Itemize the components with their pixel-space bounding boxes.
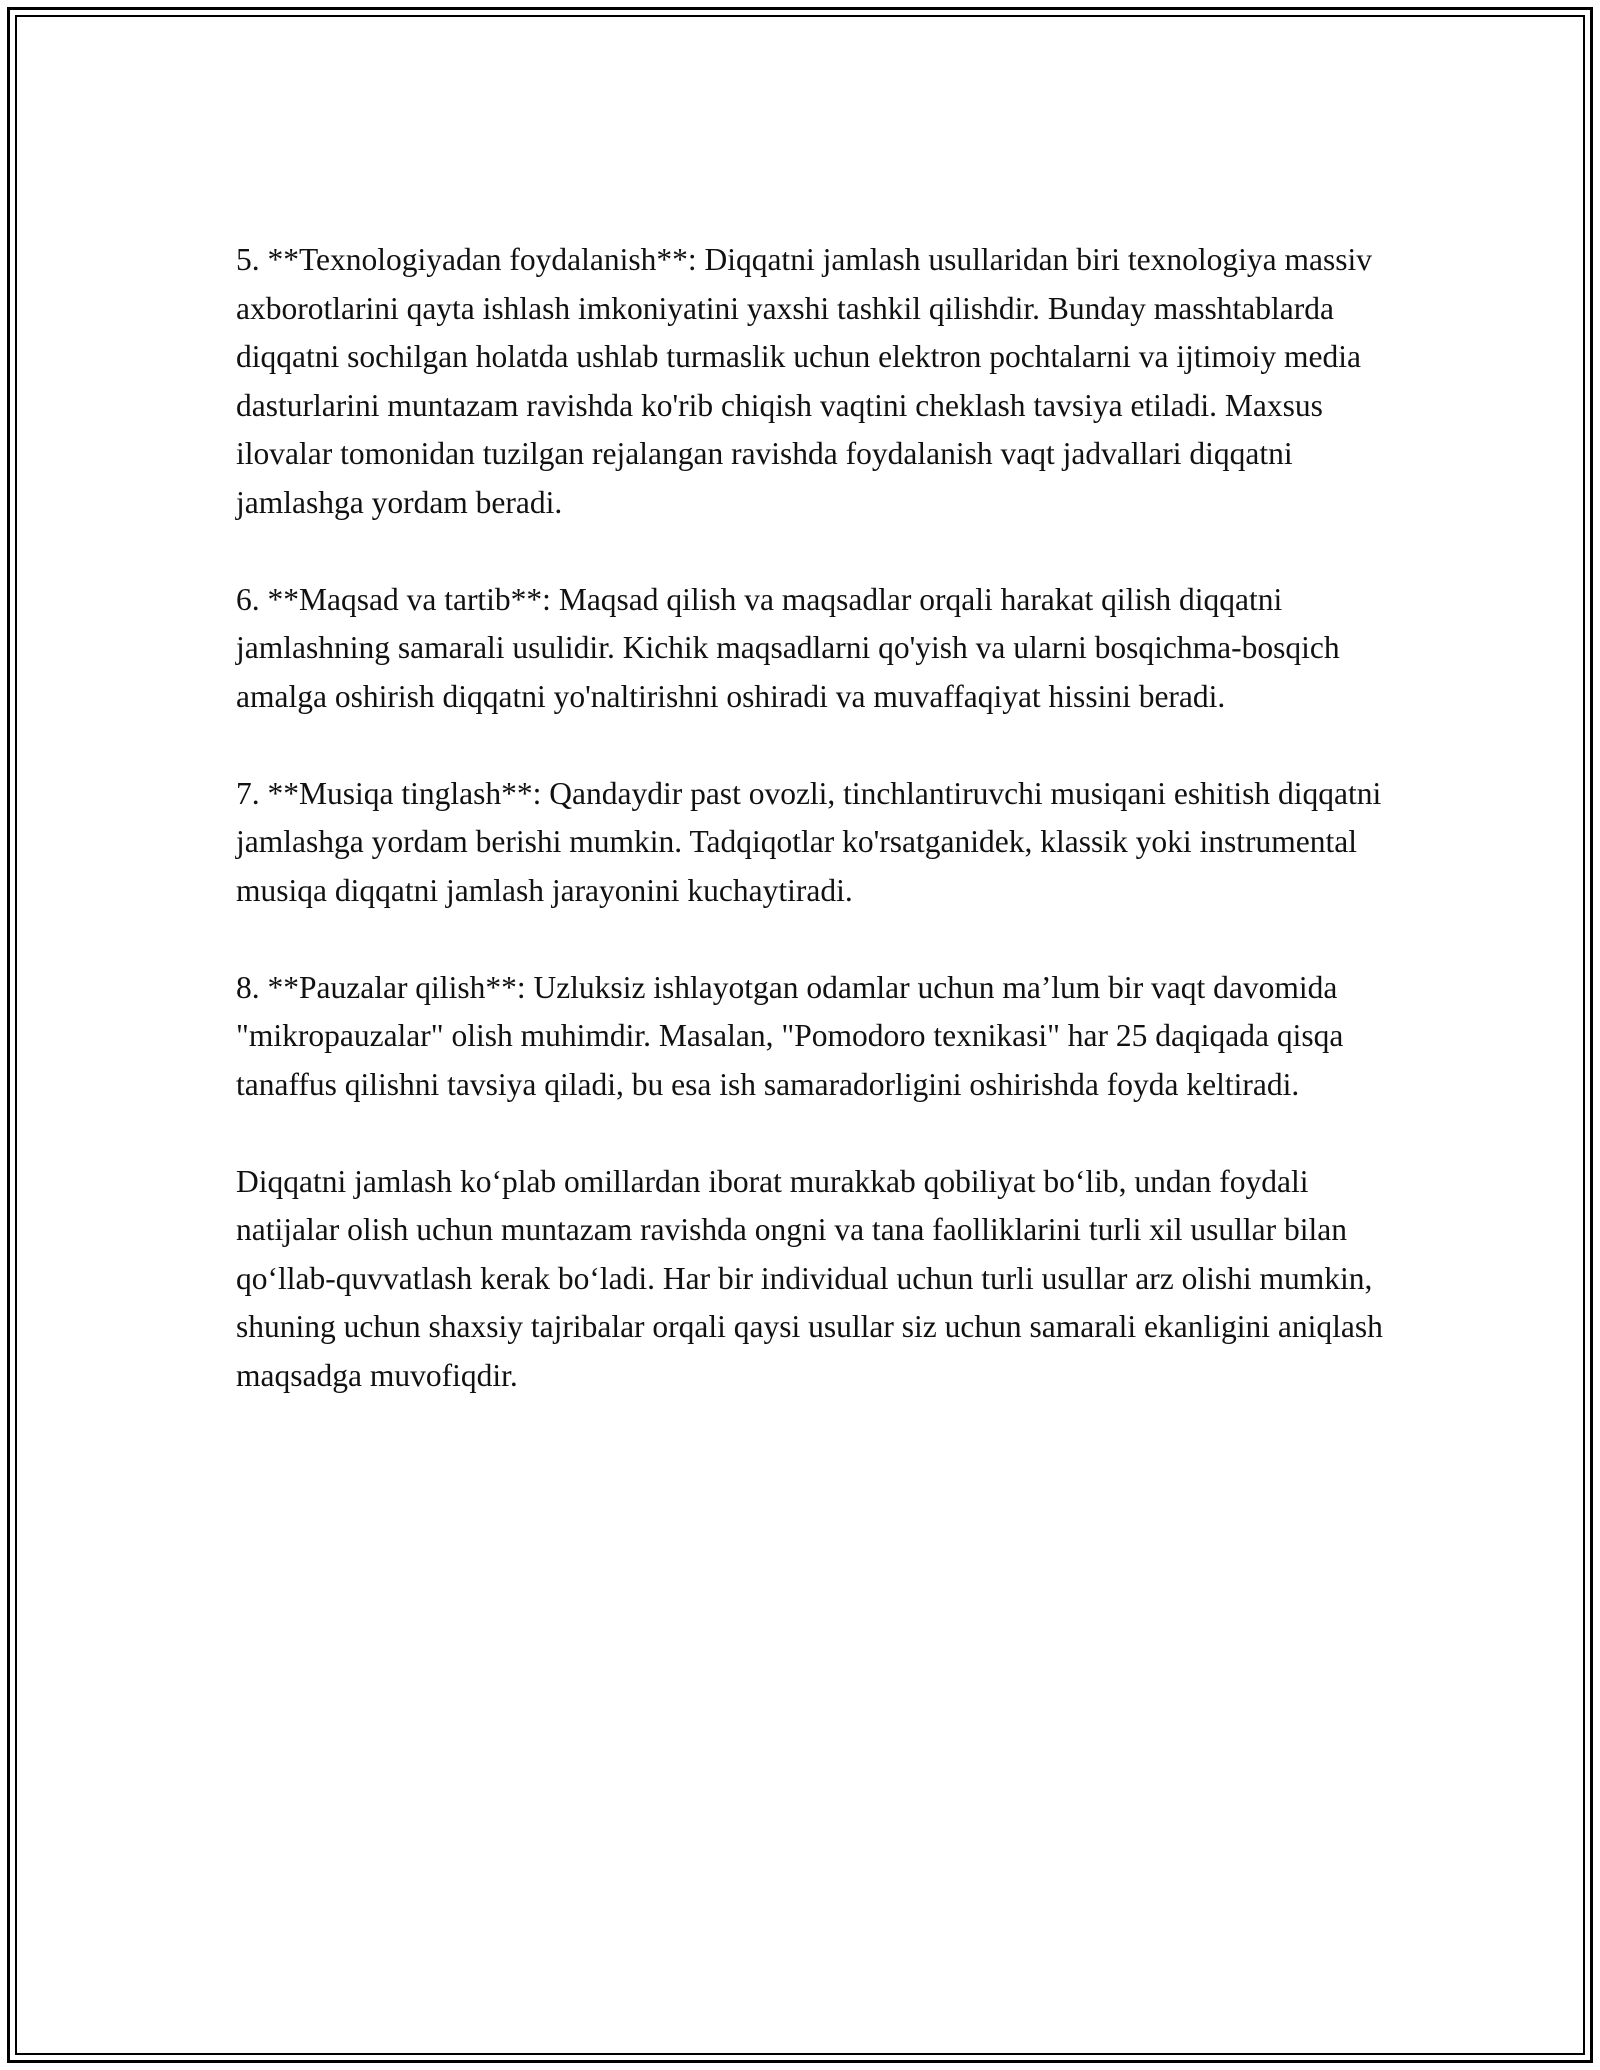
paragraph-conclusion: Diqqatni jamlash ko‘plab omillardan iborat murakkab qobiliyat bo‘lib, undan foydali natijalar olish uchun muntazam ravishda ongni va tana faolliklarini turli xil usullar bilan qo‘llab-quvvatlash kerak bo‘ladi. Har bir individual uchun turli usullar arz olishi mumkin, shuning uchun shaxsiy tajribalar orqali qaysi usullar siz uchun samarali ekanligini aniqlash maqsadga muvofiqdir.	[236, 1163, 1383, 1393]
paragraph-music: 7. **Musiqa tinglash**: Qandaydir past ovozli, tinchlantiruvchi musiqani eshitish diqqatni jamlashga yordam berishi mumkin. Tadqiqotlar ko'rsatganidek, klassik yoki instrumental musiqa diqqatni jamlash jarayonini kuchaytiradi.	[236, 775, 1382, 908]
document-body	[236, 236, 1386, 1449]
paragraph-goals: 6. **Maqsad va tartib**: Maqsad qilish va maqsadlar orqali harakat qilish diqqatni jamlashning samarali usulidir. Kichik maqsadlarni qo'yish va ularni bosqichma-bosqich amalga oshirish diqqatni yo'naltirishni oshiradi va muvaffaqiyat hissini beradi.	[236, 581, 1340, 714]
paragraph-technology: 5. **Texnologiyadan foydalanish**: Diqqatni jamlash usullaridan biri texnologiya massiv axborotlarini qayta ishlash imkoniyatini yaxshi tashkil qilishdir. Bunday masshtablarda diqqatni sochilgan holatda ushlab turmaslik uchun elektron pochtalarni va ijtimoiy media dasturlarini muntazam ravishda ko'rib chiqish vaqtini cheklash tavsiya etiladi. Maxsus ilovalar tomonidan tuzilgan rejalangan ravishda foydalanish vaqt jadvallari diqqatni jamlashga yordam beradi.	[236, 242, 1372, 520]
paragraph-pauses: 8. **Pauzalar qilish**: Uzluksiz ishlayotgan odamlar uchun ma’lum bir vaqt davomida "mikropauzalar" olish muhimdir. Masalan, "Pomodoro texnikasi" har 25 daqiqada qisqa tanaffus qilishni tavsiya qiladi, bu esa ish samaradorligini oshirishda foyda keltiradi.	[236, 969, 1344, 1102]
